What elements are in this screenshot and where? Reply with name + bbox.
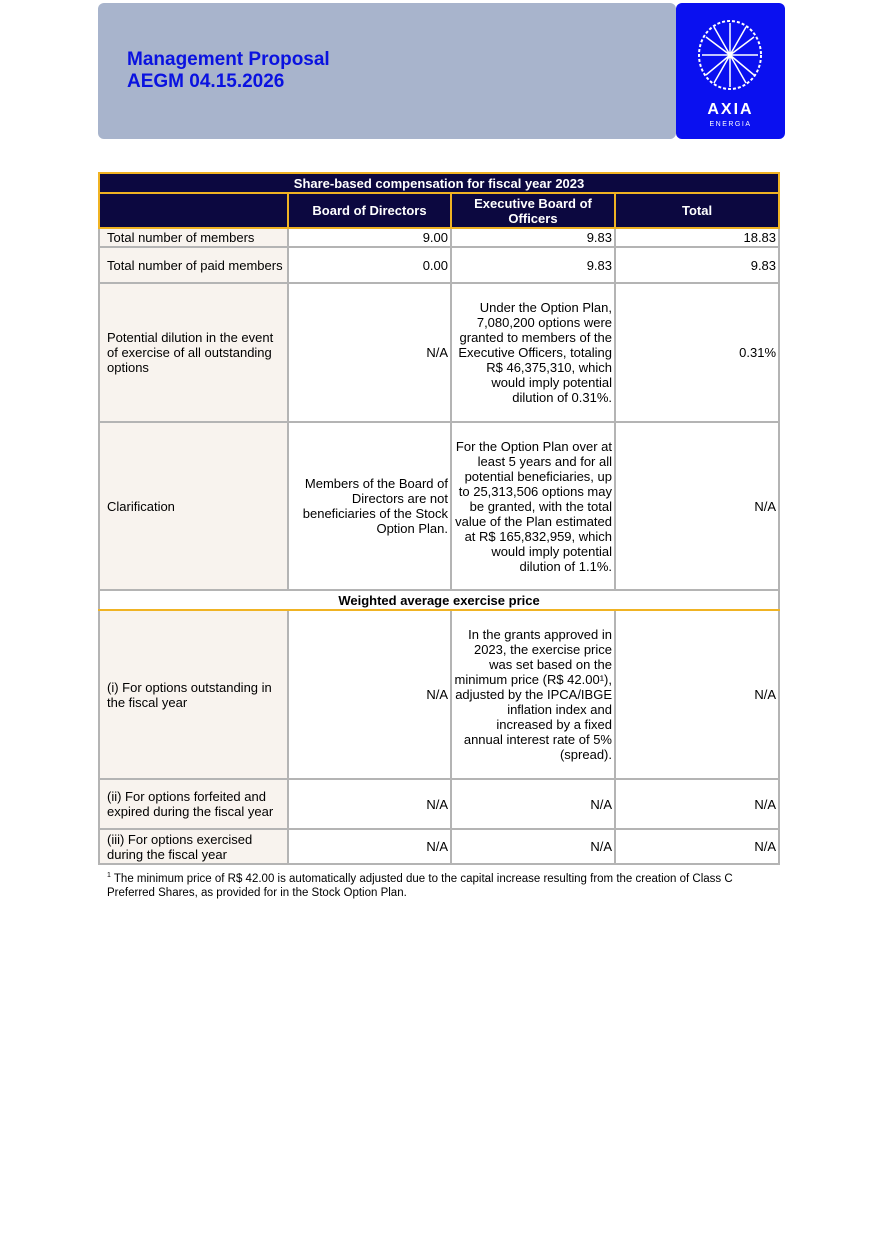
page-title bbox=[127, 49, 330, 93]
header-banner bbox=[98, 3, 676, 139]
exec-value: Under the Option Plan, 7,080,200 options were granted to members of the Executive Officers, totaling R$ 46,375,310, which would imply potential dilution of 0.31%. bbox=[451, 283, 615, 422]
globe-icon bbox=[696, 17, 765, 95]
row-label: Clarification bbox=[99, 422, 288, 590]
exec-value: N/A bbox=[451, 779, 615, 829]
header-total: Total bbox=[615, 193, 779, 228]
row-label: Total number of members bbox=[99, 228, 288, 247]
board-value: Members of the Board of Directors are not beneficiaries of the Stock Option Plan. bbox=[288, 422, 451, 590]
row-label: Total number of paid members bbox=[99, 247, 288, 283]
row-label: (i) For options outstanding in the fiscal year bbox=[99, 610, 288, 779]
board-value: N/A bbox=[288, 283, 451, 422]
table-row bbox=[99, 779, 779, 829]
logo-name: AXIA bbox=[707, 101, 754, 118]
header-board: Board of Directors bbox=[288, 193, 451, 228]
section-heading: Weighted average exercise price bbox=[99, 590, 779, 610]
table-row bbox=[99, 422, 779, 590]
header-exec: Executive Board of Officers bbox=[451, 193, 615, 228]
exec-value: 9.83 bbox=[451, 247, 615, 283]
row-label: (ii) For options forfeited and expired during the fiscal year bbox=[99, 779, 288, 829]
total-value: 18.83 bbox=[615, 228, 779, 247]
row-label: Potential dilution in the event of exercise of all outstanding options bbox=[99, 283, 288, 422]
header-empty bbox=[99, 193, 288, 228]
title-line-1: Management Proposal bbox=[127, 49, 330, 70]
table-title: Share-based compensation for fiscal year 2023 bbox=[99, 173, 779, 193]
total-value: 9.83 bbox=[615, 247, 779, 283]
footnote-text: The minimum price of R$ 42.00 is automatically adjusted due to the capital increase resulting from the creation of Class C Preferred Shares, as provided for in the Stock Option Plan. bbox=[107, 872, 733, 899]
board-value: 9.00 bbox=[288, 228, 451, 247]
axia-logo bbox=[676, 3, 785, 139]
total-value: N/A bbox=[615, 829, 779, 864]
table-row bbox=[99, 247, 779, 283]
board-value: N/A bbox=[288, 610, 451, 779]
share-compensation-table bbox=[98, 172, 780, 865]
table-row bbox=[99, 283, 779, 422]
row-label: (iii) For options exercised during the fiscal year bbox=[99, 829, 288, 864]
board-value: 0.00 bbox=[288, 247, 451, 283]
exec-value: In the grants approved in 2023, the exercise price was set based on the minimum price (R$ 42.00¹), adjusted by the IPCA/IBGE inflation index and increased by a fixed annual interest rate of 5% (spread). bbox=[451, 610, 615, 779]
total-value: N/A bbox=[615, 779, 779, 829]
total-value: N/A bbox=[615, 422, 779, 590]
total-value: N/A bbox=[615, 610, 779, 779]
table-row bbox=[99, 829, 779, 864]
footnote-marker: 1 bbox=[107, 872, 111, 879]
exec-value: 9.83 bbox=[451, 228, 615, 247]
table-row bbox=[99, 610, 779, 779]
total-value: 0.31% bbox=[615, 283, 779, 422]
table-row bbox=[99, 228, 779, 247]
exec-value: N/A bbox=[451, 829, 615, 864]
logo-subtitle: ENERGIA bbox=[709, 121, 752, 128]
board-value: N/A bbox=[288, 779, 451, 829]
title-line-2: AEGM 04.15.2026 bbox=[127, 71, 285, 92]
exec-value: For the Option Plan over at least 5 years and for all potential beneficiaries, up to 25,313,506 options may be granted, with the total value of the Plan estimated at R$ 165,832,959, which would imply potential dilution of 1.1%. bbox=[451, 422, 615, 590]
board-value: N/A bbox=[288, 829, 451, 864]
footnote bbox=[107, 869, 772, 900]
